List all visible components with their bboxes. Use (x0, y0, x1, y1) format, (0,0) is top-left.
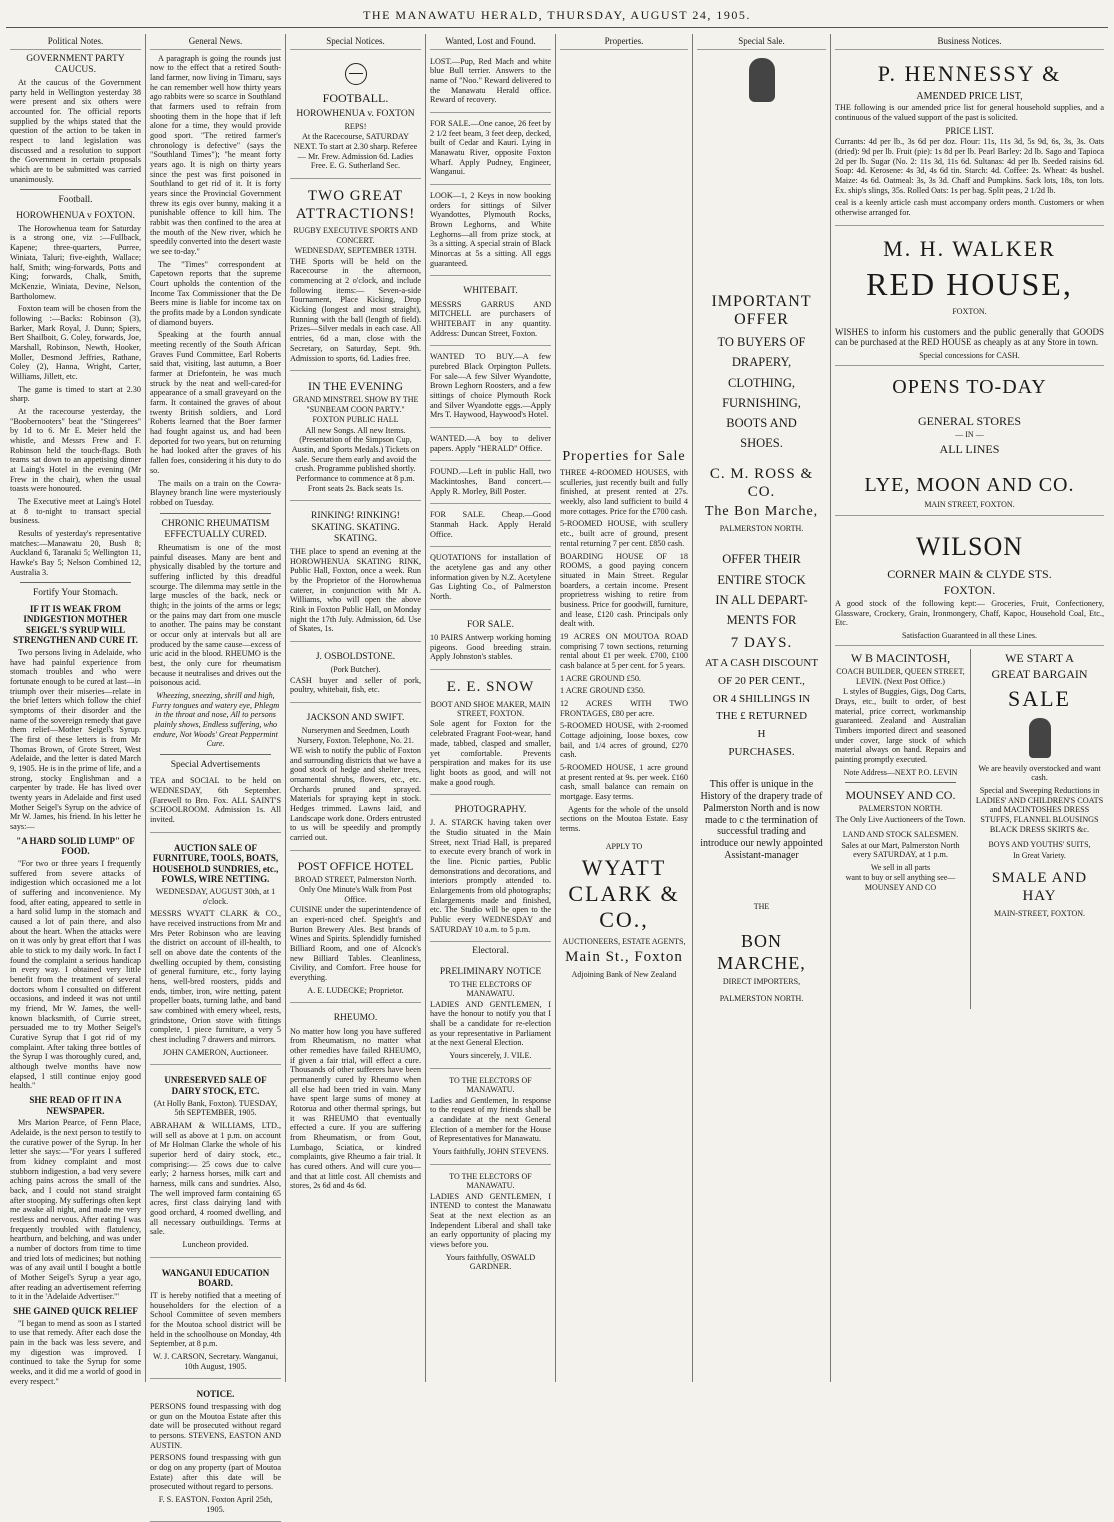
ad-text: LOOK—1, 2 Keys in now booking orders for sittings of Silver Wyandottes, Plymouth Rocks, Brown Leghorns, and White Leghorns—all from prize stock, at 3s a sitting. A special strain of Black Minorcas at 5s a sitting. All eggs guaranteed. (430, 191, 551, 268)
ad-title: IN THE EVENING (307, 379, 404, 394)
business-name: WILSON (915, 531, 1024, 561)
classified-ad (430, 54, 551, 113)
store-name: RED HOUSE, (866, 265, 1073, 302)
notice-title: TO THE ELECTORS OF MANAWATU. (449, 1171, 532, 1191)
ad-subtitle: GRAND MINSTREL SHOW BY THE "SUNBEAM COON PARTY." (292, 395, 419, 414)
business-subtitle: LAND AND STOCK SALESMEN. (842, 830, 959, 840)
ad-subtitle: BROAD STREET, Palmerston North. (294, 874, 417, 884)
classified-ad (430, 431, 551, 461)
right-ad-column (975, 649, 1104, 1009)
electoral-notice (430, 1072, 551, 1165)
classified-ad (430, 673, 551, 795)
notice-text: LADIES AND GENTLEMEN, I INTEND to contest the Manawatu Seat at the next election as an Independent Liberal and shall take an early opportunity of placing my views before you. (430, 1191, 551, 1249)
business-headline: WE START A (1005, 651, 1074, 666)
property-item: BOARDING HOUSE OF 18 ROOMS, a good paying concern situated in Main Street. Regular boarders, a certain income. Present proprietress wishing to retire from business. Price for goodwill, furniture, and lease, £120 cash. Principals only dealt with. (560, 551, 688, 629)
article-text: Two persons living in Adelaide, who have had painful experience from stomach troubles and who were fortunate enough to be cured at last—in triumph over their miseries—relate in the brief letters which follow the chief symptoms of their disorder and the name of the sovereign remedy that gave them relief—Mother Seigel's Syrup. The first of these letters is from Mr Thomas Brown, of Grote Street, West Adelaide, and the letter is dated March 9, 1905. He is in the prime of life, and a strong, stocky Englishman and a carpenter by trade. He has lived over twenty years in Adelaide and first used Mother Seigel's Syrup on the advice of Mr W. James, his friend. In his letter he says:— (10, 647, 141, 832)
property-item: 12 ACRES WITH TWO FRONTAGES, £80 per acre. (560, 698, 688, 718)
business-note: We sell in all parts (870, 862, 931, 872)
store-article: THE (753, 901, 770, 911)
business-note: Special concessions for CASH. (919, 351, 1020, 361)
store-location: FOXTON. (943, 582, 996, 597)
notice-signature: Yours faithfully, OSWALD GARDNER. (445, 1252, 536, 1272)
ad-signature: JOHN CAMERON, Auctioneer. (162, 1047, 269, 1057)
section-heading: Football. (58, 195, 93, 206)
property-list (560, 468, 688, 802)
offer-line: OR 4 SHILLINGS IN (712, 692, 811, 705)
advertisement (290, 504, 421, 642)
advertisement (290, 54, 421, 179)
business-text: Sales at our Mart, Palmerston North every SATURDAY, at 1 p.m. (841, 840, 960, 860)
blank-space (697, 110, 826, 290)
article-text: Mrs Marion Pearce, of Fenn Place, Adelaide, is the next person to testify to the curative power of the Syrup. In her letter she says:—"For years I suffered from kidney complaint and most stubborn indigestion, a bad very severe aching pains across the small of the back, and I could not stand straight after stooping. My sufferings often kept me awake all night, and made me very restless and nervous. After eating I was frequently troubled with flatulency, heartburn, and belching, and was under a number of doctors from time to time and tried lots of medicines; but nothing was of any avail until I bought a bottle of Mother Seigel's Syrup a year ago, after reading an advertisement referring to it in the 'Adelaide Advertiser.'" (10, 1118, 141, 1302)
ad-title: FOR SALE. (467, 619, 514, 630)
ad-text: CASH buyer and seller of pork, poultry, whitebait, fish, etc. (290, 675, 421, 695)
business-headline: SALE (1008, 685, 1071, 711)
advertisement (150, 773, 281, 832)
business-subtitle: COACH BUILDER, QUEEN STREET, LEVIN. (Next Post Office.) (836, 667, 965, 686)
article-subtitle: "A HARD SOLID LUMP" OF FOOD. (16, 835, 135, 857)
ad-title: RHEUMO. (333, 1013, 378, 1024)
article-title: CHRONIC RHEUMATISM EFFECTUALLY CURED. (161, 518, 270, 540)
article-text: The Executive meet at Laing's Hotel at 8 to-night to transact special business. (10, 496, 141, 526)
advertisement (150, 1068, 281, 1257)
store-location: PALMERSTON NORTH. (858, 804, 943, 814)
ad-signature: F. S. EASTON. Foxton April 25th, 1905. (158, 1495, 273, 1514)
advertisement (290, 374, 421, 501)
agent-address: Main St., Foxton (565, 949, 683, 966)
business-ad (835, 519, 1104, 646)
ad-title: WHITEBAIT. (463, 286, 518, 297)
ad-text: THE Sports will be held on the Racecourse in the afternoon, commencing at 2 o'clock, and include following items:— Seven-a-side Tournament, Place Kicking, Drop Kicking (longest and most straight), Running with the ball (length of field). Prizes—Silver medals in each case. All entries, 6d a man, close with the Secretary, on Saturday, Sept. 9th. Admission to sports, 6d. Ladies free. (290, 256, 421, 363)
offer-line: SHOES. (740, 435, 783, 450)
article-subtitle: SHE GAINED QUICK RELIEF (13, 1306, 138, 1317)
offer-text: This offer is unique in the History of the drapery trade of Palmerston North and is now made to c the termination of successful trading and introduce our newly appointed Assistant-manager (700, 779, 823, 862)
business-note: want to buy or sell anything see— MOUNSEY AND CO (845, 873, 956, 892)
notice-text: Ladies and Gentlemen, In response to the request of my friends shall be a candidate at the next General Election of a member for the House of Representatives for Manawatu. (430, 1095, 551, 1144)
ad-text: THE place to spend an evening at the HOROWHENUA SKATING RINK, Public Hall, Foxton, once a week. Run by the Proprietor of the Horowhenua caterer, in conjunction with Mr A. Williams, who will open the above Rink in Foxton Public Hall, on Monday night the 17th July. Admission, 6d. Use of Skates, 1s. (290, 546, 421, 634)
ad-note: Luncheon provided. (182, 1240, 249, 1250)
store-location: MAIN STREET, FOXTON. (924, 500, 1015, 510)
advertisement (290, 645, 421, 703)
article-text: The "Times" correspondent at Capetown reports that the supreme Court upholds the contention of the Income Tax Commissioner that the De Beers mine is liable for income tax on the profits made by a London syndicate of diamond buyers. (150, 259, 281, 327)
business-text: A good stock of the following kept:— Groceries, Fruit, Confectionery, Glassware, Crockery, Grain, Ironmongery, Chaff, Kapoc, Household Coal, Etc., Etc. (835, 598, 1104, 628)
ad-text: PERSONS found trespassing with gun or dog on any property (part of Moutoa Estate) after this date will be prosecuted without regard to persons. (150, 1453, 281, 1492)
advertisement (290, 1006, 421, 1198)
ad-subtitle: Only One Minute's Walk from Post Office. (299, 885, 412, 904)
advertisement (150, 1382, 281, 1522)
business-note: Satisfaction Guaranteed in all these Lines. (901, 630, 1038, 640)
ad-title: Properties for Sale (562, 448, 686, 464)
column-heading: General News. (150, 36, 281, 50)
ad-text: No matter how long you have suffered from Rheumatism, no matter what other remedies have failed RHEUMO, if given a fair trial, will effect a cure. Thousands of other sufferers have been permanently cured by Rheumo when all else had been tried in vain. Many have spent large sums of money at Rotorua and other thermal springs, but it was RHEUMO that eventually effected a cure. If you are suffering from Rheumatism, or from Gout, Lumbago, Sciatica, or kindred complaints, give Rheumo a fair trial. It has cured others. And will cure you—and that at little cost. All chemists and stores, 2s 6d and 4s 6d. (290, 1026, 421, 1191)
divider (20, 189, 131, 190)
electoral-notice (430, 960, 551, 1069)
pointing-hand-icon (1029, 718, 1051, 758)
offer-line: THE £ RETURNED (715, 710, 808, 723)
column-heading: Wanted, Lost and Found. (430, 36, 551, 50)
offer-line: CLOTHING, (727, 375, 795, 390)
ad-title: TWO GREAT ATTRACTIONS! (295, 188, 416, 222)
ad-subtitle: REPS! (344, 121, 367, 131)
classified-ad (430, 116, 551, 185)
pointing-hand-icon (749, 58, 775, 102)
article-text: Speaking at the fourth annual meeting recently of the South African Graves Fund Committee, Earl Roberts said that, visiting, last autumn, a Boer farmer at Driefontein, he was much struck by the neat and well-cared-for appearance of a small graveyard on the farm. It contained the graves of about twenty British soldiers, and Lord Roberts learned that the Boer farmer had fought against us, and had been deported for two years, but on returning he had looked after the graves of his fallen foes, considering it his duty to do so. (150, 330, 281, 475)
merchant-name: C. M. ROSS & CO. (709, 466, 814, 500)
price-list: Currants: 4d per lb., 3s 6d per doz. Flour: 11s, 11s 3d, 5s 9d, 6s, 3s, 3s. Oats (dried): 9d per lb. Fruit (pie): 1s 8d per lb. Pearl Barley: 2d lb. Sago and Tapioca 2d per lb. Sugar (No. 2: 11s 3d, 11s 6d. Sultanas: 4d per lb. Seeded raisins 6d. Soap: 4d. Kerosene: 4s 3d, 4s 6d tin. Starch: 4d. Coffee: 2s. Wheat: 4s bushel. Maize: 4s 6d. Oatmeal: 3s, 3s 3d. Chaff and Pumpkins. Sack lots, 18s, ton lots. Ex. ship's slings, 35s. Rolled Oats: 1s per bag. Split peas, 2 1/2d lb. (835, 137, 1104, 195)
property-item: THREE 4-ROOMED HOUSES, with sculleries, just recently built and fully finished, at present rented at 27s. weekly, also land sufficient to build 4 more cottages. Price for the £700 cash. (560, 468, 688, 516)
ad-subtitle: FOXTON PUBLIC HALL (312, 415, 399, 425)
football-icon (345, 63, 367, 85)
ad-text: MESSRS WYATT CLARK & CO., have received instructions from Mr and Mrs Peter Robinson who are leaving the district on account of ill-health, to sell on above date the contents of the dwelling occupied by them, consisting of general furniture, etc., forty laying hens, well-bred roosters, pidds and ends, timber, iron, wire netting, patent propeller boats, turning lathe, and band saw combined with emery wheel, rests, grindstone, Orion stove with fittings complete, 1 piece furniture, a very 5 chest including 7 drawers and mirrors. (150, 909, 281, 1045)
classified-ad (430, 507, 551, 547)
advertisement (150, 1261, 281, 1380)
offer-title: IMPORTANT OFFER (711, 292, 812, 329)
advertisement (290, 854, 421, 1004)
divider (160, 513, 271, 514)
offer-line: OF 20 PER CENT., (718, 674, 805, 687)
offer-line: OFFER THEIR (722, 552, 801, 567)
classified-ad (430, 279, 551, 346)
offer-line: FURNISHING, (722, 395, 801, 410)
ad-title: JACKSON AND SWIFT. (306, 712, 405, 723)
notice-title: PRELIMINARY NOTICE (439, 966, 542, 977)
ad-subtitle: BOOT AND SHOE MAKER, MAIN STREET, FOXTON. (430, 699, 551, 719)
property-item: 1 ACRE GROUND £350. (560, 686, 646, 696)
ad-text: WE wish to notify the public of Foxton and surrounding districts that we have a good stock of hedge and shelter trees, ornamental shrubs, flowers, etc., etc. Orchards pruned and sprayed. Materials for spraying kept in stock. Hedges trimmed. Lawns laid, and Landscape work done. Orders entrusted to us will be speedily and promptly carried out. (290, 746, 421, 843)
business-subtitle: In Great Variety. (1013, 850, 1066, 860)
ad-title: J. OSBOLDSTONE. (315, 652, 396, 662)
column-heading: Business Notices. (835, 36, 1104, 50)
ad-text: LOST.—Pup, Red Mach and white blue Bull terrier. Answers to the name of "Noo." Reward delivered to the Manawatu Herald office. Reward of recovery. (430, 56, 551, 105)
offer-line: MENTS FOR (726, 612, 797, 627)
ad-text: 10 PAIRS Antwerp working homing pigeons. Good breeding strain. Apply Johnston's stables. (430, 632, 551, 662)
ad-signature: W. J. CARSON, Secretary. Wanganui, 10th August, 1905. (152, 1352, 279, 1371)
article-text: Foxton team will be chosen from the following :—Backs: Robinson (3), Barker, Mark Royal, J. Dunn; Spiers, Bert Shailboit, G. Coley, forwards, Joe, Marshall, Robinson, Newth, Hooker, Moller, Desmond Jeffries, Rathane, Coley (2), Hanna, Wright, Carter, Williams, Jillett, etc. (10, 304, 141, 381)
column-heading: Special Sale. (697, 36, 826, 50)
notice-signature: Yours faithfully, JOHN STEVENS. (432, 1147, 549, 1156)
divider (160, 754, 271, 755)
article-text: Rheumatism is one of the most painful diseases. Many are bent and physically disabled by the torture and suffering inflicted by this dreadful scourge. The dilemma may settle in the large muscles of the back, neck or thigh; in the joints of the arms or legs; or the pains may dart from one muscle to another. The pains may be constant or occur only at intervals but all are produced by the same cause—excess of uric acid in the blood. RHEUMO is the best, the only cure for rheumatism because it neutralises and drives out the poisonous acid. (150, 542, 281, 688)
ad-date: WEDNESDAY, SEPTEMBER 13TH. (294, 246, 417, 256)
ad-text: IT is hereby notified that a meeting of householders for the election of a School Committee of seven members for the Moutoa school district will be held in the schoolhouse on Monday, 4th September, at 8 p.m. (150, 1290, 281, 1349)
agent-role: AUCTIONEERS, ESTATE AGENTS, (562, 936, 686, 946)
business-note: Note Address—NEXT P.O. LEVIN (843, 767, 958, 777)
business-headline: OPENS TO-DAY (892, 376, 1047, 399)
offer-line: H (757, 728, 766, 741)
ad-title: E. E. SNOW (446, 678, 535, 695)
offer-line: ENTIRE STOCK (717, 572, 806, 587)
article-text: At the racecourse yesterday, the "Boobernooters" beat the "Stingerees" by 1d to 6. Mr E. Meier held the whistle, and Messrs Frew and F. Robinson held the touch-flags. Both teams sat down to an appetising dinner at Laing's Hotel in the evening (Mr Frew in the chair), when the usual toasts were honoured. (10, 406, 141, 494)
column-special-notices (286, 34, 426, 1382)
business-ad (835, 369, 1104, 515)
business-subtitle: PRICE LIST. (945, 125, 994, 136)
ad-title: AUCTION SALE OF FURNITURE, TOOLS, BOATS, HOUSEHOLD SUNDRIES, etc., FOWLS, WIRE NETTING. (152, 842, 279, 885)
store-location: MAIN-STREET, FOXTON. (993, 908, 1086, 918)
agent-location: Adjoining Bank of New Zealand (571, 970, 677, 980)
article-text: A paragraph is going the rounds just now to the effect that a retired South-land farmer, now living in Timaru, says he can remember well how thirty years ago rabbits were so scarce in Southland that farmers used to refrain from shooting them in the hope that if left alone for a time, they would provide good sport. "The retired farmer's chronology is defective" (says the "Southland Times"); "he meant forty years ago. It is nigh on thirty years since the pest was first poisoned in Southland to get rid of it. It is forty years since the Provincial Government threw its egis over bunny, making it a punishable offence to kill him. The rabbit was then confined to the area at the mouth of the New river, which he speedily converted into the desert waste we see to-day." (150, 53, 281, 257)
business-text: Special and Sweeping Reductions in LADIES' AND CHILDREN'S COATS and MACINTOSHES DRESS STUFFS, FLANNEL BLOUSINGS BLACK DRESS SKIRTS &c. (975, 785, 1104, 834)
advertisement (150, 836, 281, 1066)
business-text: ceal is a keenly article cash must accompany orders month. Customers or when otherwise arranged for. (835, 198, 1104, 218)
store-subtitle: DIRECT IMPORTERS, (722, 976, 801, 986)
business-name: W B MACINTOSH, (850, 651, 951, 666)
article-text: The Horowhenua team for Saturday is a strong one, viz :—Fullback, Kapene; three-quarters, Purree, Winiata, Taluri; five-eighth, Wallace; half, Smith; wing-forwards, Potts and King; forwards, Chalk, Smith, McKenzie, Winiata, Devine, Nelson, Bartholomew. (10, 223, 141, 301)
ad-text: TEA and SOCIAL to be held on WEDNESDAY, 6th September. (Farewell to Bro. Fox. ALL SAINT'S SCHOOLROOM. Admission 1s. All invited. (150, 776, 281, 824)
blank-space (560, 54, 688, 446)
ad-title: RINKING! RINKING! SKATING. SKATING. SKATING. (311, 511, 400, 544)
article-text: "For two or three years I frequently suffered from severe attacks of indigestion which occasioned me a lot of suffering and inconvenience. My food, after eating, appeared to settle in a hard solid lump in the stomach and caused a lot of pain there, and also about the heart. When the attacks were on it was only by great effort that I was able to stick to my daily work. In fact I found the complaint a serious handicap in every way. I obtained very little benefit from the treatment of several doctors whom I consulted on different occasions, and indeed it was not until my friend, Mr W. James, the well-known blacksmith, of Currie street, persuaded me to try Mother Seigel's Curative Syrup that I got rid of my complaint. After taking three bottles of the Syrup I was thoroughly cured, and, although twelve months have now elapsed, I still continue enjoy good health." (10, 858, 141, 1091)
store-location: PALMERSTON NORTH. (719, 524, 804, 533)
article-title: HOROWHENUA v FOXTON. (16, 210, 135, 221)
ad-subtitle: (Pork Butcher). (330, 665, 381, 675)
offer-line: IN ALL DEPART- (715, 592, 808, 607)
article-text: "I began to mend as soon as I started to use that remedy. After each dose the pain in the back was less severe, and my digestion was improved. I continued to take the Syrup for some weeks, and it did me a world of good in every respect." (10, 1318, 141, 1386)
business-subtitle: ALL LINES (939, 441, 1000, 456)
advertisement (290, 182, 421, 371)
ad-text: ABRAHAM & WILLIAMS, LTD., will sell as above at 1 p.m. on account of Mr Holman Clarke the whole of his superior herd of dairy stock, etc., comprising:— 25 cows due to calve early; 2 harness horses, milk cart and harness, milk cans and sundries. Also, The well improved farm containing 65 acres, first class dairying land with good orchard, 4 roomed dwelling, and all necessary outbuildings. Terms at sale. (150, 1121, 281, 1237)
business-subtitle: CORNER MAIN & CLYDE STS. (887, 566, 1052, 581)
notice-signature: Yours sincerely, J. VILE. (449, 1051, 532, 1061)
bottom-ads (835, 649, 1104, 1009)
property-item: 5-ROOMED HOUSE, with 2-roomed Cottage adjoining, loose boxes, cow bail, and 1/4 acres of ground, £270 cash. (560, 721, 688, 760)
business-headline: GREAT BARGAIN (991, 667, 1088, 682)
business-subtitle: — IN — (955, 430, 984, 440)
ad-text: CUISINE under the superintendence of an experi-nced chef. Speight's and Burton Brewery Ales. Best brands of Wines and Spirits. Splendidly furnished Billiard Room, and one of Alcock's new Billiard Tables. Cleanliness, Civility, and Comfort. Free house for everything. (290, 905, 421, 982)
business-name: P. HENNESSY & (877, 60, 1062, 86)
ad-date: (At Holly Bank, Foxton). TUESDAY, 5th SEPTEMBER, 1905. (153, 1098, 278, 1118)
business-name: M. H. WALKER (883, 235, 1056, 261)
article-subtitle: SHE READ OF IT IN A NEWSPAPER. (29, 1095, 122, 1116)
property-item: 5-ROOMED HOUSE, with scullery etc., built acre of ground, present rental returning 7 per cent. £850 cash. (560, 519, 688, 548)
masthead-rule (6, 27, 1108, 28)
masthead (0, 0, 1114, 30)
column-business-notices (831, 34, 1108, 1382)
column-heading: Special Notices. (290, 36, 421, 50)
column-heading: Political Notes. (10, 36, 141, 50)
ad-date: WEDNESDAY, AUGUST 30th, at 1 o'clock. (155, 887, 276, 906)
ad-subtitle: APPLY TO (605, 841, 643, 851)
column-special-sale (693, 34, 831, 1382)
article-title: IF IT IS WEAK FROM INDIGESTION MOTHER SEIGEL'S SYRUP WILL STRENGTHEN AND CURE IT. (13, 603, 138, 646)
ad-text: J. A. STARCK having taken over the Studio situated in the Main Street, next Triad Hall, is prepared to execute every branch of work in the line. Picnic parties, Public demonstrations and decorations, and interiors promptly attended to. Enlargements from old photographs; Enlargements made and finished, etc. The Studio will be open to the Public every WEDNESDAY and SATURDAY 10 a.m. to 5 p.m. (430, 818, 551, 934)
business-text: THE following is our amended price list for general household supplies, and a continuous of the valued support of the past is solicited. (835, 103, 1104, 123)
classified-ad (430, 613, 551, 670)
ad-text: All new Songs. All new Items. (Presentation of the Simpson Cup, Austin, and Sports Medals.) Tickets on sale. Secure them early and avoid the crush. Programme published shortly. Performance to commence at 8 p.m. Front seats 2s. Back seats 1s. (291, 425, 420, 493)
property-item: 19 ACRES ON MOUTOA ROAD comprising 7 town sections, returning rental about £1 per week. £700, £100 cash balance at 5 per cent. for 5 years. (560, 631, 688, 670)
column-wanted-lost-found (426, 34, 556, 1382)
ad-subtitle: Nurserymen and Seedmen, Louth Nursery, Foxton. Telephone, No. 21. (297, 726, 414, 745)
ad-text: WANTED TO BUY.—A few purebred Black Orpington Pullets. For sale—A few Silver Wyandotte, Brown Leghorn Roosters, and a few sittings of choice Plymouth Rock and Silver Wyandotte eggs.—Apply Mrs T. Haywood, Haywood's Hotel. (430, 352, 551, 420)
store-location: PALMERSTON NORTH. (719, 994, 804, 1004)
business-text: WISHES to inform his customers and the public generally that GOODS can be purchased at the RED HOUSE as cheaply as at any Store in town. (835, 326, 1104, 348)
notice-title: TO THE ELECTORS OF MANAWATU. (449, 1075, 532, 1095)
classified-ad (430, 188, 551, 276)
agent-name: WYATT CLARK & CO., (568, 855, 680, 932)
ad-text: PERSONS found trespassing with dog or gun on the Moutoa Estate after this date will be prosecuted without regard to persons. STEVENS, EASTON AND AUSTIN. (150, 1401, 281, 1450)
notice-subtitle: TO THE ELECTORS OF MANAWATU. (449, 979, 532, 999)
notice-text: LADIES AND GENTLEMEN, I have the honour to notify you that I shall be a candidate for re-election as your representative in Parliament at the next General Election. (430, 999, 551, 1048)
business-name: MOUNSEY AND CO. (845, 788, 956, 803)
ad-text: WANTED.—A boy to deliver papers. Apply "HERALD" Office. (430, 433, 551, 453)
offer-duration: 7 DAYS. (730, 634, 793, 651)
electoral-notice (430, 1168, 551, 1279)
left-ad-column (835, 649, 971, 1009)
column-heading: Properties. (560, 36, 688, 50)
offer-line: TO BUYERS OF (717, 335, 806, 350)
article-verse: Wheezing, sneezing, shrill and high, Furry tongues and watery eye, Phlegm in the throat and nose, All to persons plainly shows, Endless suffering, who endure, Not Woods' Great Peppermint Cure. (151, 691, 280, 749)
divider (845, 782, 956, 783)
ad-note: Agents for the whole of the unsold sections on the Moutoa Estate. Easy terms. (560, 804, 688, 833)
column-properties (556, 34, 693, 1382)
ad-title: UNRESERVED SALE OF DAIRY STOCK, ETC. (164, 1075, 267, 1097)
business-subtitle: The Only Live Auctioneers of the Town. (835, 814, 966, 824)
store-name: BON MARCHE, (717, 931, 806, 973)
ad-title: FOOTBALL. (322, 90, 389, 105)
ad-title: WANGANUI EDUCATION BOARD. (161, 1267, 270, 1289)
classified-ad (430, 798, 551, 942)
article-text: The mails on a train on the Cowra-Blayney branch line were mysteriously robbed on Tuesday. (150, 478, 281, 507)
classified-ad (430, 464, 551, 504)
divider (20, 582, 131, 583)
section-heading: Special Advertisements (170, 760, 261, 771)
ad-title: POST OFFICE HOTEL (297, 858, 414, 873)
article-text: The game is timed to start at 2.30 sharp. (10, 384, 141, 404)
offer-line: AT A CASH DISCOUNT (704, 656, 819, 669)
business-ad (835, 54, 1104, 226)
ad-subtitle: RUGBY EXECUTIVE SPORTS AND CONCERT. (293, 226, 418, 245)
section-heading: Fortify Your Stomach. (33, 588, 118, 599)
business-name: SMALE AND HAY (991, 870, 1088, 904)
ad-text: FOR SALE. Cheap.—Good Stanmah Hack. Apply Herald Office. (430, 510, 551, 539)
offer-line: PURCHASES. (728, 746, 795, 759)
column-general-news (146, 34, 286, 1514)
ad-text: FOR SALE.—One canoe, 26 feet by 2 1/2 feet beam, 3 feet deep, decked, built of Cedar and Kauri. Lying in Manawatu River, opposite Foxton Wharf. Apply Pudney, Engineer, Wanganui. (430, 118, 551, 177)
article-title: GOVERNMENT PARTY CAUCUS. (26, 53, 125, 75)
ad-subtitle: HOROWHENUA v. FOXTON (296, 108, 415, 119)
offer-line: DRAPERY, (731, 355, 792, 370)
business-subtitle: BOYS AND YOUTHS' SUITS, (988, 840, 1091, 850)
section-heading: Electoral. (472, 946, 509, 957)
business-text: L styles of Buggies, Gigs, Dog Carts, Drays, etc., built to order, of best material, price correct, workmanship guaranteed. Zealand and Australian Timbers imported direct and seasoned under cover, large stock of which material always on hand. Repairs and painting promptly executed. (835, 687, 966, 765)
store-location: FOXTON. (952, 307, 987, 317)
column-political-notes (6, 34, 146, 1386)
ad-text: FOUND.—Left in public Hall, two Mackintoshes, Band concert.—Apply R. Morley, Bill Poster. (430, 467, 551, 496)
newspaper-columns (6, 34, 1108, 1514)
business-subtitle: GENERAL STORES (917, 414, 1021, 429)
advertisement (290, 706, 421, 851)
article-text: At the caucus of the Government party held in Wellington yesterday 38 were present and six others were accounted for. The official reports supplied by the whips stated that the question of the action to be taken in respect to land legislation was discussed and a resolution to support the Government in certain proposals which are to be submitted was carried unanimously. (10, 78, 141, 184)
property-item: 5-ROOMED HOUSE, 1 acre ground at present rented at 9s. per week. £160 cash, small balance can remain on mortgage. Easy terms. (560, 762, 688, 801)
classified-ad (430, 349, 551, 428)
masthead-title: THE MANAWATU HERALD, THURSDAY, AUGUST 24, 1905. (363, 8, 751, 22)
ad-text: QUOTATIONS for installation of the acetylene gas and any other information given by N.Z. Acetylene Gas Lighting Co., of Palmerston North. (430, 553, 551, 602)
ad-signature: A. E. LUDECKE; Proprietor. (307, 985, 404, 995)
ad-text: At the Racecourse, SATURDAY NEXT. To start at 2.30 sharp. Referee — Mr. Frew. Admission 6d. Ladies Free. E. G. Sutherland Sec. (293, 132, 418, 171)
classified-ad (430, 550, 551, 609)
ad-text: Sole agent for Foxton for the celebrated Fragrant Foot-wear, hand made, tabbed, clasped and smaller, yet comfortable. Prevents perspiration and makes for its use light boots as good, and will not make a good rough. (430, 719, 551, 787)
article-text: Results of yesterday's representative matches:—Manawatu 20, Bush 8; Auckland 6, Taranaki 5; Wellington 11, Hawke's Bay 5; Nelson Combined 12, Australia 3. (10, 528, 141, 577)
ad-text: MESSRS GARRUS AND MITCHELL are purchasers of WHITEBAIT in any quantity. Address: Duncan Street, Foxton. (430, 299, 551, 338)
business-name: LYE, MOON AND CO. (864, 473, 1075, 496)
ad-title: PHOTOGRAPHY. (454, 805, 527, 816)
business-ad (835, 229, 1104, 367)
business-subtitle: AMENDED PRICE LIST, (916, 90, 1023, 102)
store-name: The Bon Marche, (704, 504, 819, 520)
offer-line: BOOTS AND (726, 415, 797, 430)
business-text: We are heavily overstocked and want cash. (978, 763, 1101, 783)
property-item: 1 ACRE GROUND £50. (560, 673, 641, 683)
ad-title: NOTICE. (196, 1389, 235, 1400)
